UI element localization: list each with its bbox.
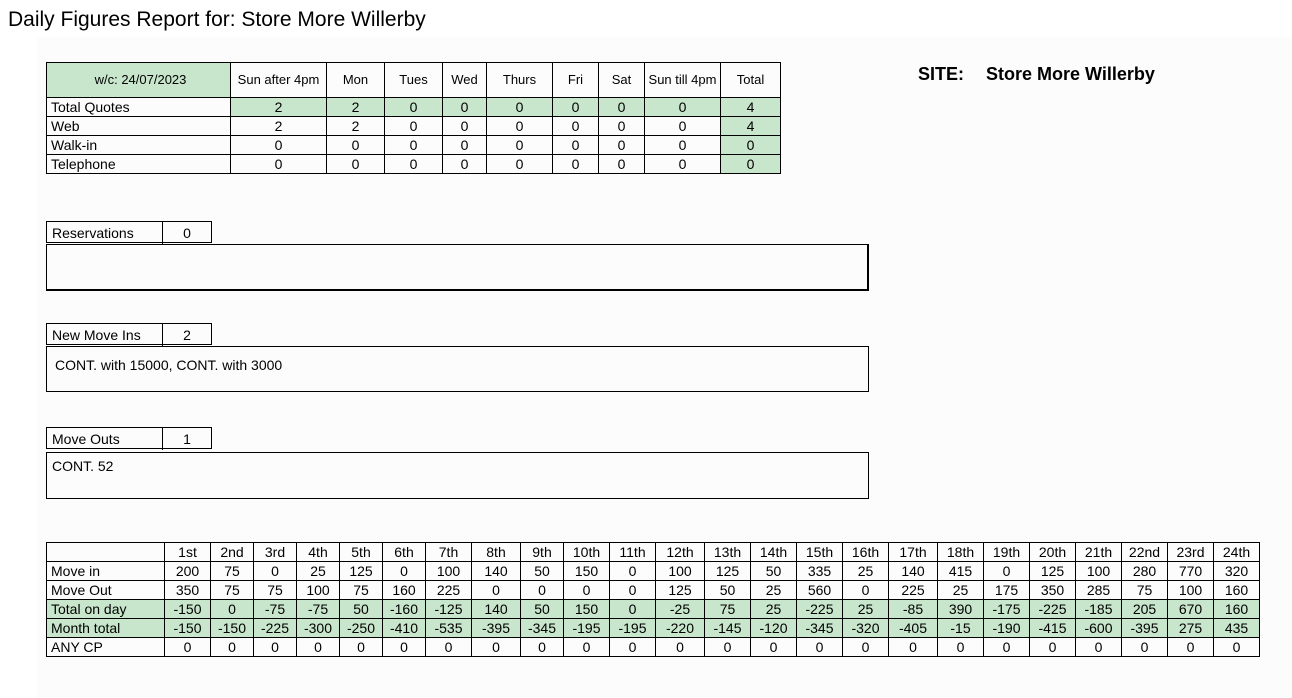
monthly-cell: -160 bbox=[383, 600, 426, 619]
move-ins-box bbox=[46, 323, 212, 345]
monthly-row bbox=[47, 581, 1260, 600]
monthly-cell: -75 bbox=[297, 600, 340, 619]
monthly-cell: 100 bbox=[656, 562, 705, 581]
day-header-cell: 9th bbox=[521, 543, 564, 562]
weekly-cell: 0 bbox=[443, 136, 487, 155]
weekly-cell: 0 bbox=[487, 155, 553, 174]
monthly-cell: 0 bbox=[165, 638, 211, 657]
weekly-cell: 0 bbox=[385, 117, 443, 136]
monthly-cell: 0 bbox=[254, 562, 297, 581]
weekly-header-cell: Sun till 4pm bbox=[645, 63, 721, 98]
weekly-row-label: Walk-in bbox=[47, 136, 231, 155]
weekly-total-cell: 0 bbox=[721, 155, 781, 174]
monthly-cell: 225 bbox=[889, 581, 938, 600]
monthly-cell: -195 bbox=[564, 619, 610, 638]
weekly-header-cell: Wed bbox=[443, 63, 487, 98]
day-header-cell: 18th bbox=[938, 543, 984, 562]
monthly-cell: 0 bbox=[1076, 638, 1122, 657]
monthly-cell: 25 bbox=[938, 581, 984, 600]
week-commencing-cell: w/c: 24/07/2023 bbox=[47, 63, 231, 98]
weekly-header-row bbox=[47, 63, 781, 98]
move-outs-notes: CONT. 52 bbox=[46, 452, 869, 499]
day-header-cell: 6th bbox=[383, 543, 426, 562]
monthly-cell: 160 bbox=[1214, 600, 1260, 619]
site-heading bbox=[918, 64, 1155, 85]
monthly-header-row bbox=[47, 543, 1260, 562]
monthly-cell: -320 bbox=[843, 619, 889, 638]
weekly-row-label: Telephone bbox=[47, 155, 231, 174]
monthly-cell: 100 bbox=[297, 581, 340, 600]
monthly-cell: -220 bbox=[656, 619, 705, 638]
weekly-cell: 0 bbox=[645, 117, 721, 136]
monthly-cell: -405 bbox=[889, 619, 938, 638]
monthly-cell: 275 bbox=[1168, 619, 1214, 638]
weekly-header-cell: Tues bbox=[385, 63, 443, 98]
monthly-cell: 0 bbox=[211, 600, 254, 619]
monthly-cell: -75 bbox=[254, 600, 297, 619]
monthly-cell: 25 bbox=[843, 600, 889, 619]
monthly-cell: 0 bbox=[426, 638, 472, 657]
site-label: SITE: bbox=[918, 64, 965, 84]
day-header-cell: 13th bbox=[705, 543, 751, 562]
day-header-cell: 23rd bbox=[1168, 543, 1214, 562]
monthly-cell: 0 bbox=[889, 638, 938, 657]
monthly-cell: 125 bbox=[705, 562, 751, 581]
monthly-cell: 0 bbox=[472, 581, 521, 600]
monthly-cell: 160 bbox=[383, 581, 426, 600]
day-header-cell: 17th bbox=[889, 543, 938, 562]
monthly-cell: 350 bbox=[165, 581, 211, 600]
day-header-cell: 10th bbox=[564, 543, 610, 562]
monthly-cell: 0 bbox=[211, 638, 254, 657]
monthly-cell: -175 bbox=[984, 600, 1030, 619]
monthly-cell: 25 bbox=[751, 581, 797, 600]
monthly-cell: 0 bbox=[843, 581, 889, 600]
monthly-cell: -150 bbox=[165, 619, 211, 638]
monthly-cell: 0 bbox=[797, 638, 843, 657]
monthly-cell: 770 bbox=[1168, 562, 1214, 581]
monthly-cell: 0 bbox=[521, 638, 564, 657]
monthly-cell: 150 bbox=[564, 562, 610, 581]
weekly-row-label: Total Quotes bbox=[47, 98, 231, 117]
weekly-cell: 0 bbox=[487, 98, 553, 117]
weekly-cell: 0 bbox=[599, 136, 645, 155]
monthly-cell: 0 bbox=[984, 638, 1030, 657]
monthly-cell: 25 bbox=[297, 562, 340, 581]
monthly-cell: -125 bbox=[426, 600, 472, 619]
weekly-cell: 0 bbox=[553, 117, 599, 136]
reservations-label: Reservations bbox=[47, 222, 163, 244]
monthly-cell: -150 bbox=[165, 600, 211, 619]
monthly-cell: -395 bbox=[472, 619, 521, 638]
monthly-cell: 0 bbox=[383, 562, 426, 581]
monthly-cell: -600 bbox=[1076, 619, 1122, 638]
monthly-cell: -395 bbox=[1122, 619, 1168, 638]
monthly-cell: 75 bbox=[1122, 581, 1168, 600]
monthly-cell: 140 bbox=[472, 562, 521, 581]
monthly-cell: 435 bbox=[1214, 619, 1260, 638]
monthly-cell: 670 bbox=[1168, 600, 1214, 619]
monthly-cell: 0 bbox=[656, 638, 705, 657]
weekly-cell: 0 bbox=[327, 136, 385, 155]
weekly-quotes-table bbox=[46, 62, 781, 174]
move-outs-label: Move Outs bbox=[47, 428, 163, 450]
monthly-cell: 140 bbox=[889, 562, 938, 581]
weekly-cell: 2 bbox=[327, 98, 385, 117]
weekly-total-cell: 4 bbox=[721, 98, 781, 117]
monthly-cell: 0 bbox=[254, 638, 297, 657]
monthly-cell: 560 bbox=[797, 581, 843, 600]
day-header-cell: 3rd bbox=[254, 543, 297, 562]
monthly-cell: 0 bbox=[938, 638, 984, 657]
weekly-cell: 0 bbox=[231, 155, 327, 174]
day-header-cell: 14th bbox=[751, 543, 797, 562]
weekly-cell: 0 bbox=[645, 136, 721, 155]
monthly-cell: 390 bbox=[938, 600, 984, 619]
monthly-cell: -410 bbox=[383, 619, 426, 638]
weekly-cell: 0 bbox=[599, 155, 645, 174]
monthly-figures-table bbox=[46, 542, 1260, 657]
monthly-cell: 335 bbox=[797, 562, 843, 581]
monthly-cell: 75 bbox=[211, 581, 254, 600]
monthly-cell: 0 bbox=[564, 638, 610, 657]
monthly-cell: 50 bbox=[705, 581, 751, 600]
monthly-row-label: Move Out bbox=[47, 581, 165, 600]
move-outs-count: 1 bbox=[183, 431, 191, 447]
weekly-cell: 2 bbox=[231, 98, 327, 117]
monthly-cell: 50 bbox=[340, 600, 383, 619]
day-header-cell: 11th bbox=[610, 543, 656, 562]
monthly-corner-cell bbox=[47, 543, 165, 562]
weekly-cell: 2 bbox=[231, 117, 327, 136]
monthly-cell: -150 bbox=[211, 619, 254, 638]
monthly-cell: 100 bbox=[1076, 562, 1122, 581]
monthly-cell: 0 bbox=[383, 638, 426, 657]
day-header-cell: 2nd bbox=[211, 543, 254, 562]
weekly-cell: 0 bbox=[443, 155, 487, 174]
weekly-cell: 0 bbox=[327, 155, 385, 174]
weekly-cell: 0 bbox=[231, 136, 327, 155]
weekly-cell: 0 bbox=[553, 136, 599, 155]
monthly-row-label: Month total bbox=[47, 619, 165, 638]
day-header-cell: 4th bbox=[297, 543, 340, 562]
move-outs-box bbox=[46, 427, 212, 449]
weekly-total-cell: 4 bbox=[721, 117, 781, 136]
weekly-cell: 0 bbox=[443, 117, 487, 136]
monthly-cell: -185 bbox=[1076, 600, 1122, 619]
weekly-row-telephone bbox=[47, 155, 781, 174]
monthly-cell: 0 bbox=[610, 600, 656, 619]
monthly-cell: 75 bbox=[705, 600, 751, 619]
monthly-cell: 0 bbox=[1122, 638, 1168, 657]
weekly-row-total-quotes bbox=[47, 98, 781, 117]
monthly-row bbox=[47, 619, 1260, 638]
weekly-header-cell: Sun after 4pm bbox=[231, 63, 327, 98]
monthly-cell: -225 bbox=[254, 619, 297, 638]
monthly-cell: 225 bbox=[426, 581, 472, 600]
monthly-cell: 125 bbox=[1030, 562, 1076, 581]
day-header-cell: 8th bbox=[472, 543, 521, 562]
monthly-cell: 200 bbox=[165, 562, 211, 581]
monthly-cell: 0 bbox=[843, 638, 889, 657]
page-title: Daily Figures Report for: Store More Willerby bbox=[8, 8, 426, 31]
reservations-notes bbox=[46, 244, 869, 291]
monthly-cell: 0 bbox=[610, 638, 656, 657]
monthly-cell: 0 bbox=[984, 562, 1030, 581]
monthly-cell: -300 bbox=[297, 619, 340, 638]
monthly-cell: 0 bbox=[1214, 638, 1260, 657]
monthly-cell: 0 bbox=[564, 581, 610, 600]
monthly-cell: 0 bbox=[297, 638, 340, 657]
monthly-cell: -85 bbox=[889, 600, 938, 619]
weekly-header-cell: Mon bbox=[327, 63, 385, 98]
monthly-cell: 0 bbox=[472, 638, 521, 657]
monthly-cell: -250 bbox=[340, 619, 383, 638]
weekly-row-walk-in bbox=[47, 136, 781, 155]
weekly-cell: 0 bbox=[385, 98, 443, 117]
monthly-cell: 50 bbox=[521, 600, 564, 619]
day-header-cell: 1st bbox=[165, 543, 211, 562]
move-ins-count: 2 bbox=[183, 327, 191, 343]
day-header-cell: 16th bbox=[843, 543, 889, 562]
monthly-cell: 0 bbox=[610, 581, 656, 600]
day-header-cell: 24th bbox=[1214, 543, 1260, 562]
monthly-cell: 205 bbox=[1122, 600, 1168, 619]
move-ins-notes: CONT. with 15000, CONT. with 3000 bbox=[46, 346, 869, 392]
monthly-cell: 0 bbox=[521, 581, 564, 600]
monthly-cell: -190 bbox=[984, 619, 1030, 638]
day-header-cell: 22nd bbox=[1122, 543, 1168, 562]
monthly-row bbox=[47, 562, 1260, 581]
weekly-cell: 0 bbox=[645, 155, 721, 174]
weekly-cell: 0 bbox=[599, 117, 645, 136]
monthly-cell: 0 bbox=[751, 638, 797, 657]
monthly-cell: -15 bbox=[938, 619, 984, 638]
monthly-cell: 0 bbox=[1168, 638, 1214, 657]
monthly-cell: -345 bbox=[797, 619, 843, 638]
day-header-cell: 21th bbox=[1076, 543, 1122, 562]
monthly-cell: 100 bbox=[426, 562, 472, 581]
monthly-cell: -345 bbox=[521, 619, 564, 638]
weekly-header-cell: Fri bbox=[553, 63, 599, 98]
monthly-cell: 75 bbox=[340, 581, 383, 600]
weekly-cell: 0 bbox=[487, 136, 553, 155]
monthly-cell: 140 bbox=[472, 600, 521, 619]
monthly-cell: -145 bbox=[705, 619, 751, 638]
monthly-cell: 25 bbox=[751, 600, 797, 619]
monthly-cell: -225 bbox=[797, 600, 843, 619]
monthly-cell: -535 bbox=[426, 619, 472, 638]
move-ins-label: New Move Ins bbox=[47, 324, 163, 346]
monthly-cell: -195 bbox=[610, 619, 656, 638]
monthly-cell: 350 bbox=[1030, 581, 1076, 600]
monthly-row-label: Total on day bbox=[47, 600, 165, 619]
monthly-cell: 160 bbox=[1214, 581, 1260, 600]
weekly-cell: 0 bbox=[645, 98, 721, 117]
monthly-cell: 75 bbox=[254, 581, 297, 600]
site-name: Store More Willerby bbox=[986, 64, 1155, 84]
monthly-cell: 50 bbox=[521, 562, 564, 581]
monthly-cell: 150 bbox=[564, 600, 610, 619]
weekly-cell: 2 bbox=[327, 117, 385, 136]
monthly-cell: 125 bbox=[340, 562, 383, 581]
weekly-cell: 0 bbox=[443, 98, 487, 117]
monthly-cell: 280 bbox=[1122, 562, 1168, 581]
weekly-cell: 0 bbox=[385, 155, 443, 174]
monthly-row-label: ANY CP bbox=[47, 638, 165, 657]
weekly-row-web bbox=[47, 117, 781, 136]
monthly-cell: 320 bbox=[1214, 562, 1260, 581]
monthly-cell: 415 bbox=[938, 562, 984, 581]
reservations-box bbox=[46, 221, 212, 243]
weekly-cell: 0 bbox=[553, 155, 599, 174]
monthly-cell: -120 bbox=[751, 619, 797, 638]
weekly-cell: 0 bbox=[385, 136, 443, 155]
monthly-cell: 0 bbox=[340, 638, 383, 657]
monthly-row-label: Move in bbox=[47, 562, 165, 581]
weekly-row-label: Web bbox=[47, 117, 231, 136]
monthly-cell: -415 bbox=[1030, 619, 1076, 638]
monthly-cell: 100 bbox=[1168, 581, 1214, 600]
day-header-cell: 12th bbox=[656, 543, 705, 562]
weekly-cell: 0 bbox=[599, 98, 645, 117]
weekly-header-cell: Total bbox=[721, 63, 781, 98]
monthly-cell: 75 bbox=[211, 562, 254, 581]
weekly-header-cell: Sat bbox=[599, 63, 645, 98]
monthly-cell: 285 bbox=[1076, 581, 1122, 600]
monthly-row bbox=[47, 600, 1260, 619]
day-header-cell: 19th bbox=[984, 543, 1030, 562]
monthly-cell: 0 bbox=[1030, 638, 1076, 657]
day-header-cell: 7th bbox=[426, 543, 472, 562]
day-header-cell: 15th bbox=[797, 543, 843, 562]
monthly-cell: 50 bbox=[751, 562, 797, 581]
monthly-cell: 0 bbox=[610, 562, 656, 581]
monthly-cell: -225 bbox=[1030, 600, 1076, 619]
weekly-total-cell: 0 bbox=[721, 136, 781, 155]
day-header-cell: 20th bbox=[1030, 543, 1076, 562]
reservations-count: 0 bbox=[183, 225, 191, 241]
monthly-cell: 25 bbox=[843, 562, 889, 581]
monthly-cell: 175 bbox=[984, 581, 1030, 600]
weekly-cell: 0 bbox=[553, 98, 599, 117]
monthly-cell: 0 bbox=[705, 638, 751, 657]
weekly-cell: 0 bbox=[487, 117, 553, 136]
monthly-cell: -25 bbox=[656, 600, 705, 619]
monthly-row bbox=[47, 638, 1260, 657]
weekly-header-cell: Thurs bbox=[487, 63, 553, 98]
monthly-cell: 125 bbox=[656, 581, 705, 600]
day-header-cell: 5th bbox=[340, 543, 383, 562]
